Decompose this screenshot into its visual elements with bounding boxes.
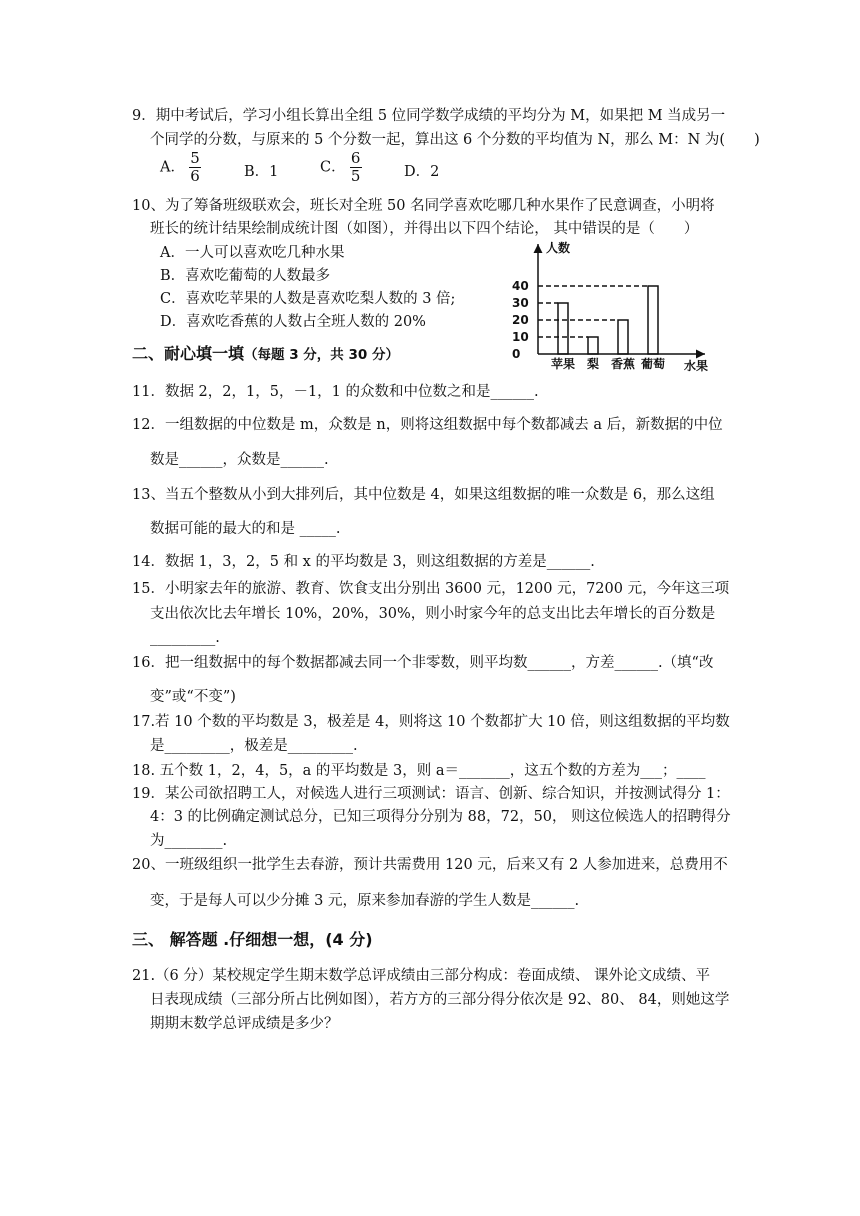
category-label: 香蕉 [610, 357, 636, 371]
q9-option-c-label: C． [320, 159, 346, 176]
q9-option-d: D．2 [404, 164, 440, 180]
q12-line1: 12．一组数据的中位数是 m，众数是 n，则将这组数据中每个数都减去 a 后，新数据的中位 [132, 417, 723, 433]
q15-line2: 支出依次比去年增长 10%，20%，30%，则小时家今年的总支出比去年增长的百分数是 [150, 606, 716, 622]
q20-line2: 变，于是每人可以少分摊 3 元，原来参加春游的学生人数是______. [150, 893, 580, 909]
section-2-title: 二、耐心填一填 [132, 344, 245, 363]
q17-line1: 17.若 10 个数的平均数是 3，极差是 4，则将这 10 个数都扩大 10 倍，则这组数据的平均数 [132, 714, 730, 730]
section-2-note: （每题 3 分，共 30 分） [244, 347, 399, 363]
category-label: 苹果 [550, 357, 576, 371]
q19-line2: 4：3 的比例确定测试总分，已知三项得分分别为 88，72，50， 则这位候选人的招聘得分 [150, 809, 731, 825]
q9-option-a-fraction [189, 150, 201, 185]
q15-line3: _________. [150, 630, 220, 646]
q10-line1: 10、为了筹备班级联欢会，班长对全班 50 名同学喜欢吃哪几种水果作了民意调查，小明将 [132, 198, 715, 214]
q9-line2: 个同学的分数，与原来的 5 个分数一起，算出这 6 个分数的平均值为 N，那么 M：N 为( ) [150, 132, 760, 148]
q16-line2: 变”或“不变”) [150, 689, 236, 705]
chart-svg [510, 236, 715, 374]
q9-line1: 9．期中考试后，学习小组长算出全组 5 位同学数学成绩的平均分为 M，如果把 M 当成另一 [132, 108, 726, 124]
q18: 18. 五个数 1，2，4，5，a 的平均数是 3，则 a＝_______，这五个数的方差为___；____ [132, 763, 706, 779]
y-tick-label: 30 [512, 296, 529, 310]
y-tick-label: 10 [512, 330, 529, 344]
fruit-bar-chart [510, 236, 715, 374]
q9-option-a [160, 150, 205, 185]
q19-line3: 为________. [150, 833, 228, 849]
q10-option-d: D．喜欢吃香蕉的人数占全班人数的 20% [160, 314, 426, 330]
q10-option-c: C．喜欢吃苹果的人数是喜欢吃梨人数的 3 倍; [160, 291, 456, 307]
q12-line2: 数是______，众数是______. [150, 452, 329, 468]
q9-option-b: B．1 [244, 164, 279, 180]
y-tick-label: 40 [512, 279, 529, 293]
q14: 14．数据 1，3，2，5 和 x 的平均数是 3，则这组数据的方差是______. [132, 554, 595, 570]
q10-line2: 班长的统计结果绘制成统计图（如图），并得出以下四个结论， 其中错误的是（ ） [150, 221, 699, 237]
bar-苹果 [558, 303, 568, 354]
y-tick-label: 20 [512, 313, 529, 327]
q16-line1: 16．把一组数据中的每个数据都减去同一个非零数，则平均数______，方差______.（填“改 [132, 655, 714, 671]
q17-line2: 是_________，极差是_________. [150, 738, 358, 754]
q21-line1: 21.（6 分）某校规定学生期末数学总评成绩由三部分构成：卷面成绩、 课外论文成绩、平 [132, 968, 710, 984]
category-label: 葡萄 [640, 357, 666, 371]
bar-葡萄 [648, 286, 658, 354]
bar-梨 [588, 337, 598, 354]
fraction-denominator: 6 [190, 167, 200, 185]
q19-line1: 19．某公司欲招聘工人，对候选人进行三项测试：语言、创新、综合知识，并按测试得分 1： [132, 786, 730, 802]
q13-line1: 13、当五个整数从小到大排列后，其中位数是 4，如果这组数据的唯一众数是 6，那么这组 [132, 487, 715, 503]
q9-option-a-label: A． [160, 159, 185, 176]
q11: 11．数据 2，2，1，5，－1，1 的众数和中位数之和是______. [132, 384, 539, 400]
q15-line1: 15．小明家去年的旅游、教育、饮食支出分别出 3600 元，1200 元，7200 元，今年这三项 [132, 581, 730, 597]
q21-line3: 期期末数学总评成绩是多少？ [150, 1016, 339, 1032]
q10-option-a: A．一人可以喜欢吃几种水果 [160, 245, 345, 261]
q9-option-c-fraction [350, 150, 362, 185]
category-label: 梨 [586, 357, 600, 371]
y-tick-label: 0 [512, 347, 521, 361]
q21-line2: 日表现成绩（三部分所占比例如图），若方方的三部分得分依次是 92、80、 84，则她这学 [150, 992, 730, 1008]
x-axis-label: 水果 [684, 359, 709, 373]
q20-line1: 20、一班级组织一批学生去春游，预计共需费用 120 元，后来又有 2 人参加进来，总费用不 [132, 857, 728, 873]
fraction-numerator: 6 [350, 149, 361, 167]
bar-香蕉 [618, 320, 628, 354]
section-3-title: 三、 解答题 .仔细想一想，(4 分) [132, 930, 373, 949]
q10-option-b: B．喜欢吃葡萄的人数最多 [160, 268, 331, 284]
section-2-heading [132, 344, 399, 365]
y-axis-label: 人数 [546, 241, 571, 255]
q9-option-c [320, 150, 366, 185]
fraction-denominator: 5 [350, 167, 361, 185]
fraction-numerator: 5 [190, 149, 200, 167]
q13-line2: 数据可能的最大的和是 _____. [150, 521, 341, 537]
